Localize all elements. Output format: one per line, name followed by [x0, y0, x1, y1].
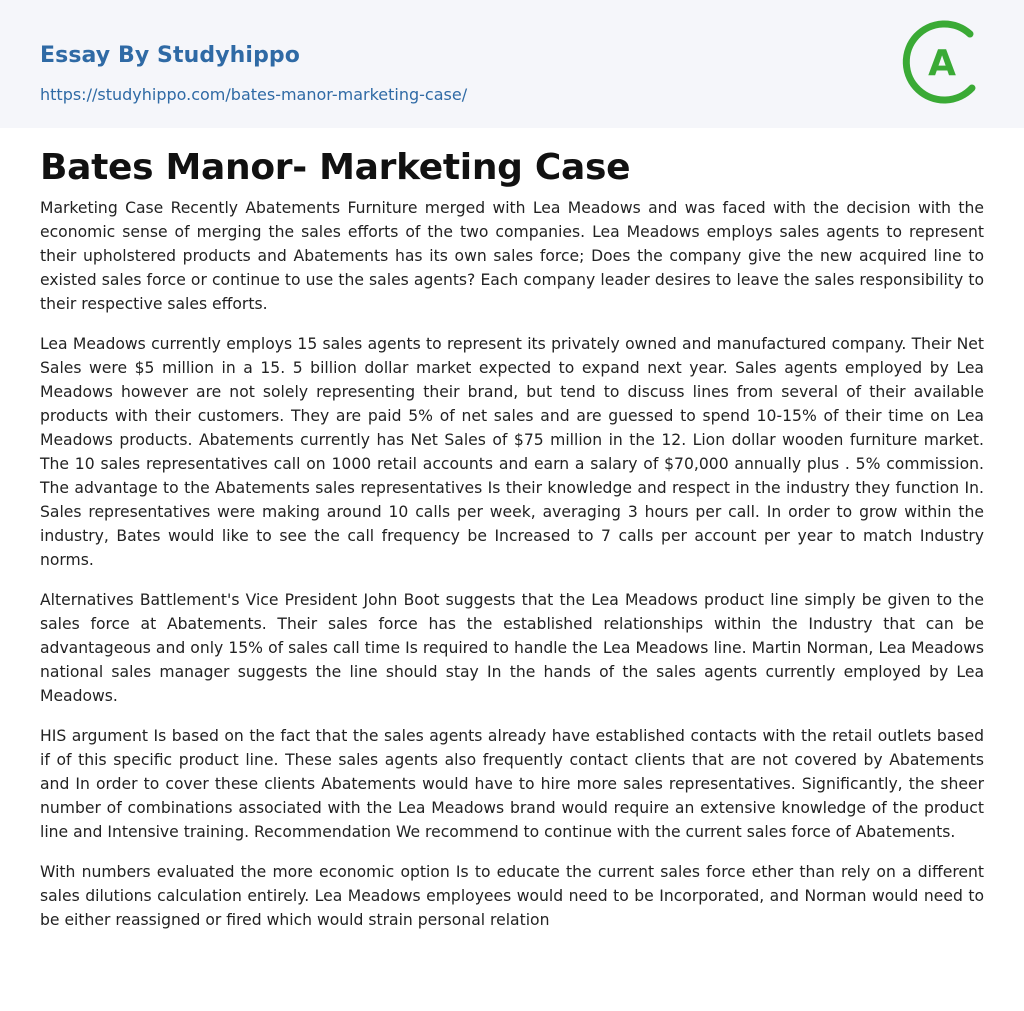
article-title: Bates Manor- Marketing Case: [40, 147, 631, 188]
article-body: [40, 196, 984, 932]
article-paragraph: Lea Meadows currently employs 15 sales agents to represent its privately owned and manufactured company. Their Net Sales were $5 million in a 15. 5 billion dollar market expected to expand next year. Sales agents employed by Lea Meadows however are not solely representing their brand, but tend to discuss lines from several of their available products with their customers. They are paid 5% of net sales and are guessed to spend 10-15% of their time on Lea Meadows products. Abatements currently has Net Sales of $75 million in the 12. Lion dollar wooden furniture market. The 10 sales representatives call on 1000 retail accounts and earn a salary of $70,000 annually plus . 5% commission. The advantage to the Abatements sales representatives Is their knowledge and respect in the industry they function In. Sales representatives were making around 10 calls per week, averaging 3 hours per call. In order to grow within the industry, Bates would like to see the call frequency be Increased to 7 calls per account per year to match Industry norms.: [40, 335, 984, 569]
article-paragraph: HIS argument Is based on the fact that the sales agents already have established contacts with the retail outlets based if of this specific product line. These sales agents also frequently contact clients that are not covered by Abatements and In order to cover these clients Abatements would have to hire more sales representatives. Significantly, the sheer number of combinations associated with the Lea Meadows brand would require an extensive knowledge of the product line and Intensive training. Recommendation We recommend to continue with the current sales force of Abatements.: [40, 727, 984, 841]
studyhippo-logo-icon[interactable]: [900, 20, 984, 104]
essay-url-link[interactable]: https://studyhippo.com/bates-manor-marketing-case/: [40, 85, 468, 104]
brand-title[interactable]: Essay By Studyhippo: [40, 43, 300, 68]
logo-letter: A: [928, 43, 956, 84]
article-paragraph: Marketing Case Recently Abatements Furniture merged with Lea Meadows and was faced with the decision with the economic sense of merging the sales efforts of the two companies. Lea Meadows employs sales agents to represent their upholstered products and Abatements has its own sales force; Does the company give the new acquired line to existed sales force or continue to use the sales agents? Each company leader desires to leave the sales responsibility to their respective sales efforts.: [40, 199, 984, 313]
site-header: [0, 0, 1024, 128]
article-paragraph: Alternatives Battlement's Vice President John Boot suggests that the Lea Meadows product line simply be given to the sales force at Abatements. Their sales force has the established relationships within the Industry that can be advantageous and only 15% of sales call time Is required to handle the Lea Meadows line. Martin Norman, Lea Meadows national sales manager suggests the line should stay In the hands of the sales agents currently employed by Lea Meadows.: [40, 591, 984, 705]
article-paragraph: With numbers evaluated the more economic option Is to educate the current sales force ether than rely on a different sales dilutions calculation entirely. Lea Meadows employees would need to be Incorporated, and Norman would need to be either reassigned or fired which would strain personal relation: [40, 863, 984, 929]
